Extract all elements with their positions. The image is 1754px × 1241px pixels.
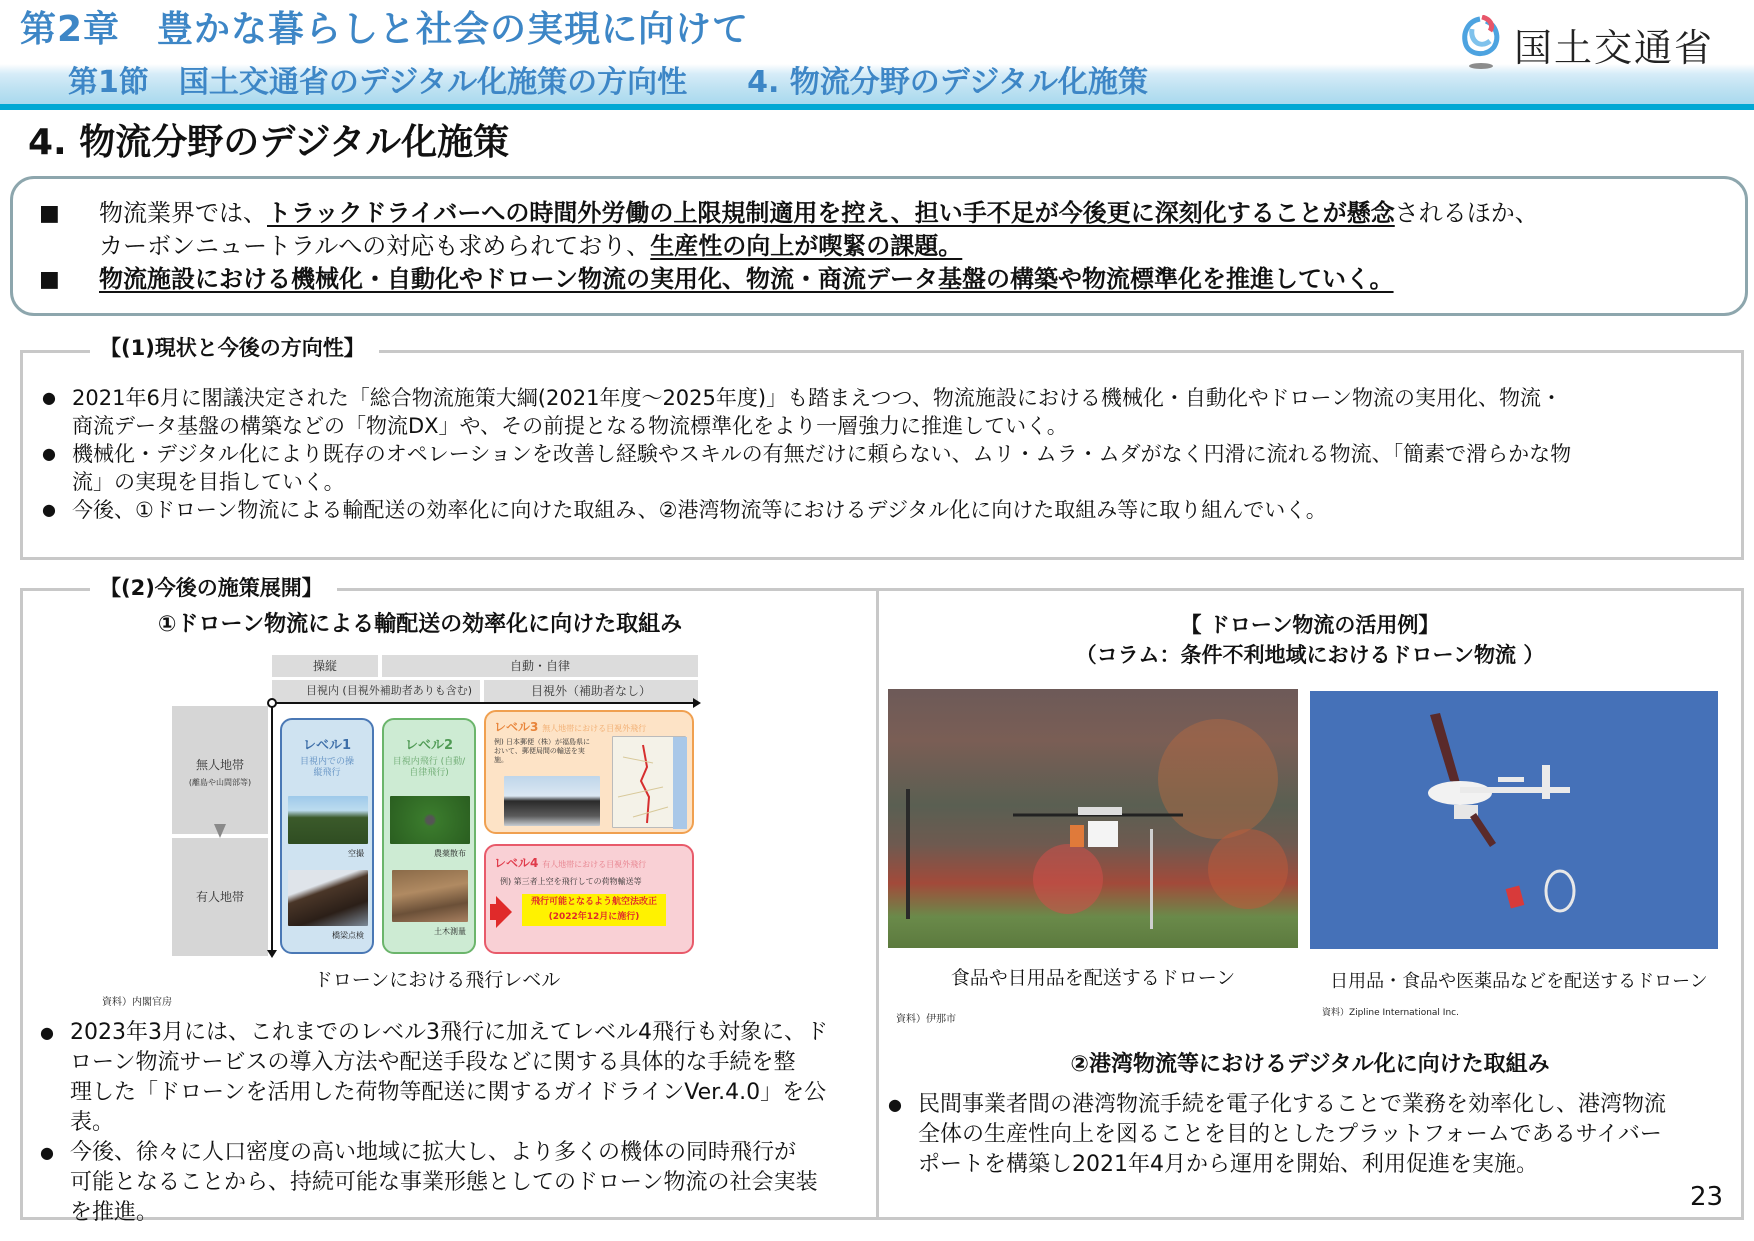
bullet-icon: ● (42, 500, 56, 519)
bullet-text: 可能となることから、持続可能な事業形態としてのドローン物流の社会実装 (70, 1170, 818, 1195)
bridge-photo (288, 870, 368, 926)
level-3-card (484, 710, 694, 834)
photo-caption-ina: 食品や日用品を配送するドローン (950, 967, 1236, 989)
list-item (40, 1138, 870, 1228)
arrow-down-icon (267, 950, 277, 958)
summary-text: 物流業界では、 (99, 199, 267, 227)
summary-emphasis: 生産性の向上が喫緊の課題。 (650, 232, 963, 260)
bullet-icon: ● (42, 444, 56, 463)
bullet-icon: ● (42, 388, 56, 407)
bullet-text: 今後、①ドローン物流による輸配送の効率化に向けた取組み、②港湾物流等におけるデジタル化に向けた取組み等に取り組んでいく。 (72, 498, 1327, 522)
bullet-text: 商流データ基盤の構築などの「物流DX」や、その前提となる物流標準化をより一層強力に推進していく。 (72, 414, 1068, 438)
note-text: 飛行可能となるよう航空法改正 (530, 897, 657, 907)
summary-emphasis: トラックドライバーへの時間外労働の上限規制適用を控え、担い手不足が今後更に深刻化することが懸念 (267, 199, 1395, 227)
diagram-caption: ドローンにおける飛行レベル (313, 969, 561, 991)
list-item (888, 1090, 1738, 1180)
chapter-title: 第2章 豊かな暮らしと社会の実現に向けて (20, 9, 750, 50)
header-divider (0, 104, 1754, 110)
list-item (42, 384, 1742, 440)
drone-subheading: ①ドローン物流による輸配送の効率化に向けた取組み (157, 612, 683, 637)
delivery-drone-photo (504, 776, 600, 826)
note-text: (2022年12月に施行) (548, 912, 640, 922)
level-example: 例) 第三者上空を飛行しての荷物輸送等 (500, 877, 642, 886)
logo-text: 国土交通省 (1514, 25, 1715, 70)
summary-line-1 (39, 197, 1745, 230)
summary-line-2 (39, 230, 1745, 263)
section2-divider (876, 590, 879, 1218)
section-title: 第1節 国土交通省のデジタル化施策の方向性 4. 物流分野のデジタル化施策 (68, 65, 1148, 100)
summary-box (10, 176, 1748, 316)
level-title: レベル3 (494, 720, 539, 734)
axis-horizontal (271, 702, 697, 704)
down-arrow-icon (214, 824, 226, 838)
level-desc: 目視内での操縦飛行 (299, 757, 354, 778)
photo-source-zipline: 資料）Zipline International Inc. (1322, 1008, 1459, 1018)
survey-photo (392, 870, 468, 922)
photo-caption-zipline: 日用品・食品や医薬品などを配送するドローン (1330, 971, 1708, 992)
diagram-operation-manual: 操縦 (272, 655, 378, 677)
square-bullet-icon: ■ (39, 201, 60, 226)
bullet-text: 民間事業者間の港湾物流手続を電子化することで業務を効率化し、港湾物流 (918, 1092, 1667, 1117)
bullet-text: ポートを構築し2021年4月から運用を開始、利用促進を実施。 (918, 1152, 1538, 1177)
usage-examples-heading (900, 610, 1720, 670)
diagram-beyond-visual: 目視外（補助者なし） (484, 680, 698, 702)
list-item (42, 440, 1742, 496)
summary-text: カーボンニュートラルへの対応も求められており、 (99, 232, 651, 260)
level-title: レベル2 (404, 738, 454, 753)
photo-caption: 空撮 (348, 849, 364, 858)
arrow-right-icon (496, 896, 512, 928)
drone-flight-level-diagram (172, 650, 702, 960)
section1-bullets (42, 384, 1742, 524)
bullet-text: 2021年6月に閣議決定された「総合物流施策大綱(2021年度～2025年度)」も踏まえつつ、物流施設における機械化・自動化やドローン物流の実用化、物流・ (72, 386, 1562, 410)
summary-text: されるほか、 (1394, 199, 1539, 227)
summary-emphasis: 物流施設における機械化・自動化やドローン物流の実用化、物流・商流データ基盤の構築や物流標準化を推進していく。 (99, 265, 1394, 293)
zone-label: 無人地帯 (195, 758, 244, 772)
bullet-icon: ● (40, 1143, 54, 1162)
photo-source-ina: 資料）伊那市 (896, 1014, 956, 1025)
ina-drone-photo (888, 689, 1298, 948)
level-1-card (280, 718, 374, 954)
bullet-text: 流」の実現を目指していく。 (72, 470, 345, 494)
level-title: レベル4 (494, 856, 539, 870)
zipline-drone-photo (1310, 691, 1718, 949)
axis-vertical (271, 702, 273, 956)
bullet-text: 全体の生産性向上を図ることを目的としたプラットフォームであるサイバー (918, 1122, 1662, 1147)
summary-line-3 (39, 263, 1745, 296)
level-desc: 目視内飛行 (自動/自律飛行) (392, 757, 466, 778)
spraying-photo (390, 796, 470, 844)
port-bullets (888, 1090, 1738, 1180)
mlit-logo-icon (1460, 15, 1502, 73)
heading-line: 【 ドローン物流の活用例】 (1180, 613, 1440, 637)
aerial-photo (288, 796, 368, 844)
level-2-card (382, 718, 476, 954)
section2-label: 【(2)今後の施策展開】 (90, 574, 337, 602)
zone-label: 有人地帯 (195, 890, 244, 904)
bullet-icon: ● (888, 1095, 902, 1114)
level-subtitle: 有人地帯における目視外飛行 (542, 860, 647, 869)
diagram-operation-auto: 自動・自律 (382, 655, 698, 677)
diagram-visual-line-of-sight: 目視内 (目視外補助者ありも含む) (272, 680, 480, 702)
photo-caption: 土木測量 (434, 927, 466, 936)
drone-bullets (40, 1018, 870, 1228)
port-digital-heading: ②港湾物流等におけるデジタル化に向けた取組み (1070, 1052, 1550, 1077)
bullet-text: 今後、徐々に人口密度の高い地域に拡大し、より多くの機体の同時飛行が (70, 1140, 797, 1165)
bullet-text: 2023年3月には、これまでのレベル3飛行に加えてレベル4飛行も対象に、ド (70, 1020, 828, 1045)
page-title: 4. 物流分野のデジタル化施策 (28, 122, 510, 163)
zone-sublabel: (離島や山間部等) (188, 778, 252, 787)
photo-caption: 農薬散布 (434, 849, 466, 858)
zone-unpopulated (172, 706, 268, 834)
photo-caption: 橋梁点検 (332, 931, 364, 940)
bullet-text: 理した「ドローンを活用した荷物等配送に関するガイドラインVer.4.0」を公表。 (70, 1080, 827, 1135)
page-number: 23 (1690, 1182, 1724, 1212)
heading-line: （コラム：条件不利地域におけるドローン物流 ） (1075, 643, 1545, 667)
bullet-text: を推進。 (70, 1200, 159, 1225)
axis-origin (267, 698, 277, 708)
arrow-shaft (490, 904, 498, 920)
mlit-logo (1460, 14, 1750, 74)
list-item (42, 496, 1742, 524)
arrow-right-icon (693, 698, 701, 708)
level-subtitle: 無人地帯における目視外飛行 (542, 724, 647, 733)
law-revision-note (522, 894, 666, 926)
level-4-card (484, 844, 694, 954)
zone-populated (172, 838, 268, 956)
route-map (612, 736, 686, 828)
bullet-text: 機械化・デジタル化により既存のオペレーションを改善し経験やスキルの有無だけに頼らない、ムリ・ムラ・ムダがなく円滑に流れる物流、「簡素で滑らかな物 (72, 442, 1572, 466)
level-title: レベル1 (302, 738, 352, 753)
square-bullet-icon: ■ (39, 267, 60, 292)
diagram-source: 資料）内閣官房 (102, 997, 172, 1008)
bullet-text: ローン物流サービスの導入方法や配送手段などに関する具体的な手続を整 (70, 1050, 796, 1075)
section1-label: 【(1)現状と今後の方向性】 (90, 334, 379, 362)
bullet-icon: ● (40, 1023, 54, 1042)
level-example: 例) 日本郵便（株）が福島県において、郵便局間の輸送を実施。 (494, 738, 590, 764)
list-item (40, 1018, 870, 1138)
